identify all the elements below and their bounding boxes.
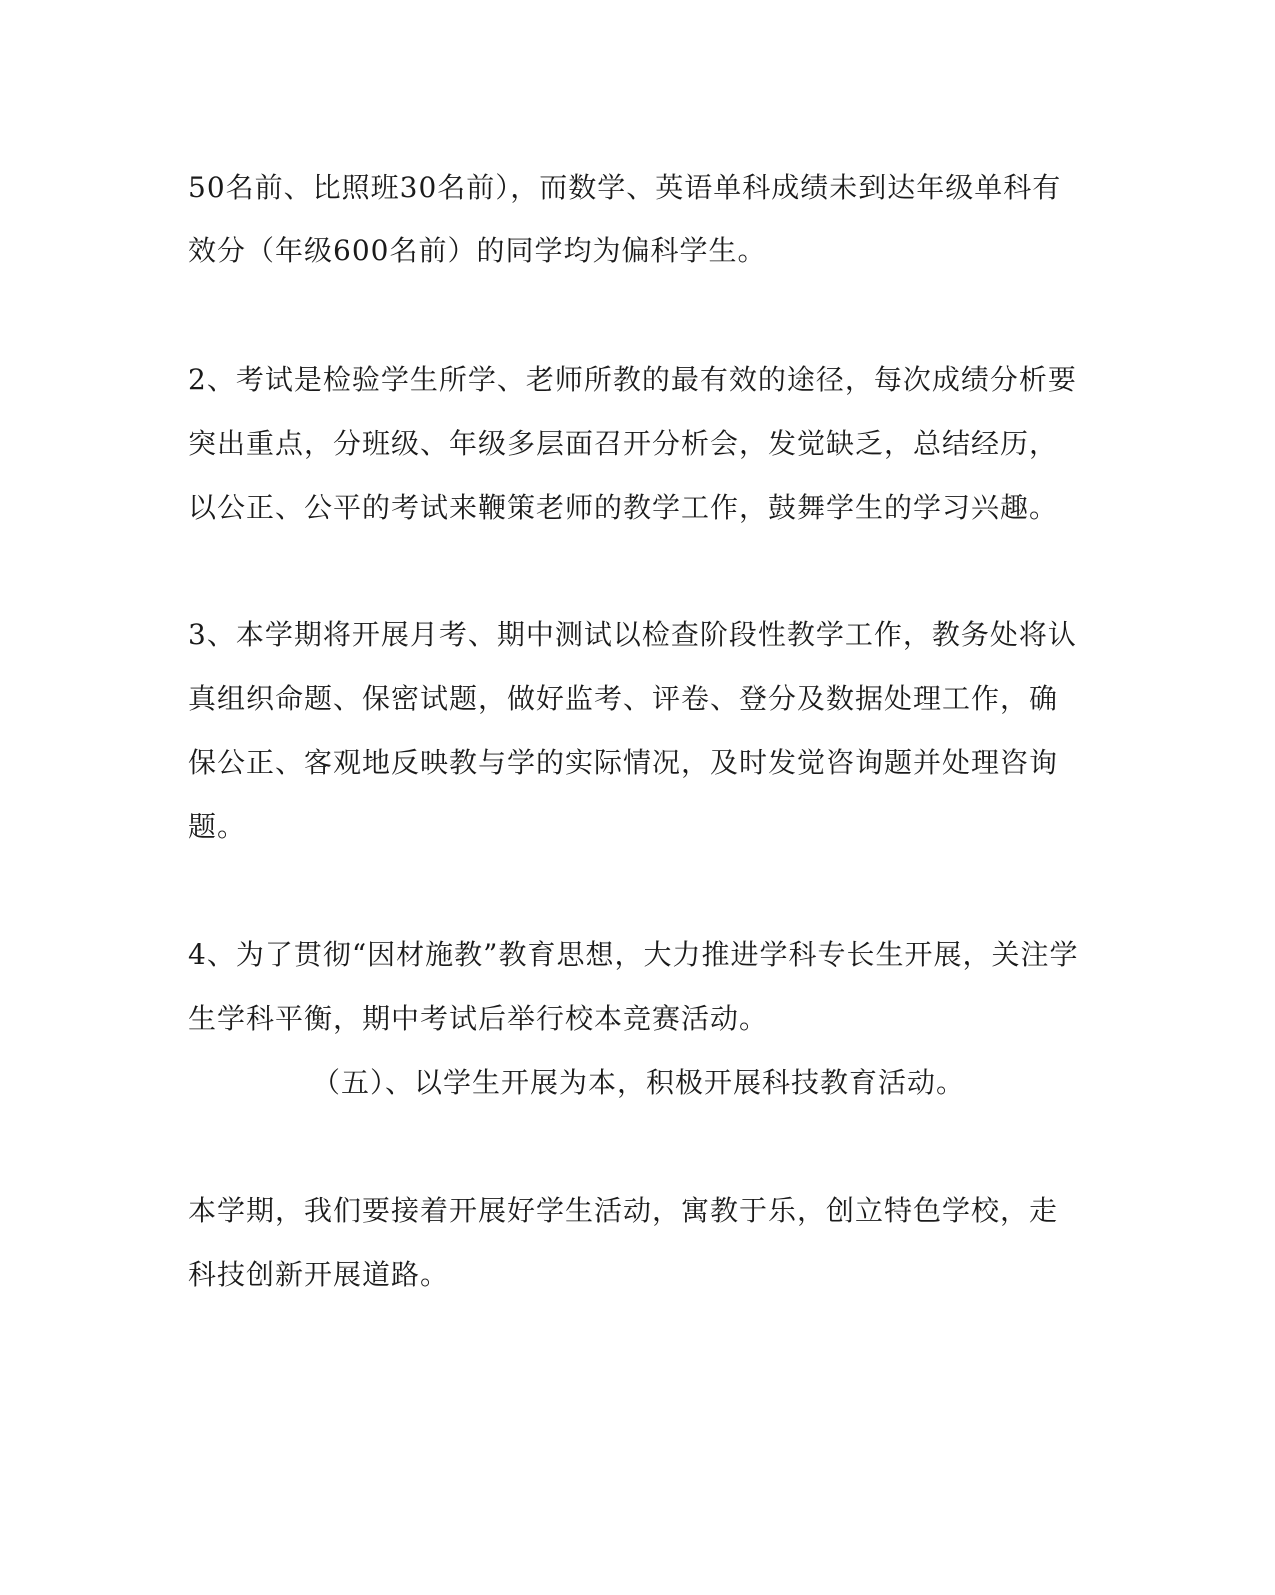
text-line: 3、本学期将开展月考、期中测试以检查阶段性教学工作，教务处将认 (188, 618, 1077, 651)
text-line: 科技创新开展道路。 (188, 1258, 450, 1291)
text-line: 效分（年级600名前）的同学均为偏科学生。 (188, 234, 767, 267)
text-line: 突出重点，分班级、年级多层面召开分析会，发觉缺乏，总结经历， (188, 427, 1059, 460)
text-line: 2、考试是检验学生所学、老师所教的最有效的途径，每次成绩分析要 (188, 363, 1077, 396)
text-line: 本学期，我们要接着开展好学生活动，寓教于乐，创立特色学校，走 (188, 1194, 1059, 1227)
text-line: 保公正、客观地反映教与学的实际情况，及时发觉咨询题并处理咨询 (188, 746, 1059, 779)
text-line: 真组织命题、保密试题，做好监考、评卷、登分及数据处理工作，确 (188, 682, 1059, 715)
text-line: 4、为了贯彻“因材施教”教育思想，大力推进学科专长生开展，关注学 (188, 938, 1079, 971)
text-line: 以公正、公平的考试来鞭策老师的教学工作，鼓舞学生的学习兴趣。 (188, 491, 1059, 524)
text-line: 50名前、比照班30名前），而数学、英语单科成绩未到达年级单科有 (188, 171, 1062, 204)
text-line: 题。 (188, 810, 247, 843)
text-line: 生学科平衡，期中考试后举行校本竞赛活动。 (188, 1002, 769, 1035)
section-heading: （五）、以学生开展为本，积极开展科技教育活动。 (312, 1066, 966, 1099)
